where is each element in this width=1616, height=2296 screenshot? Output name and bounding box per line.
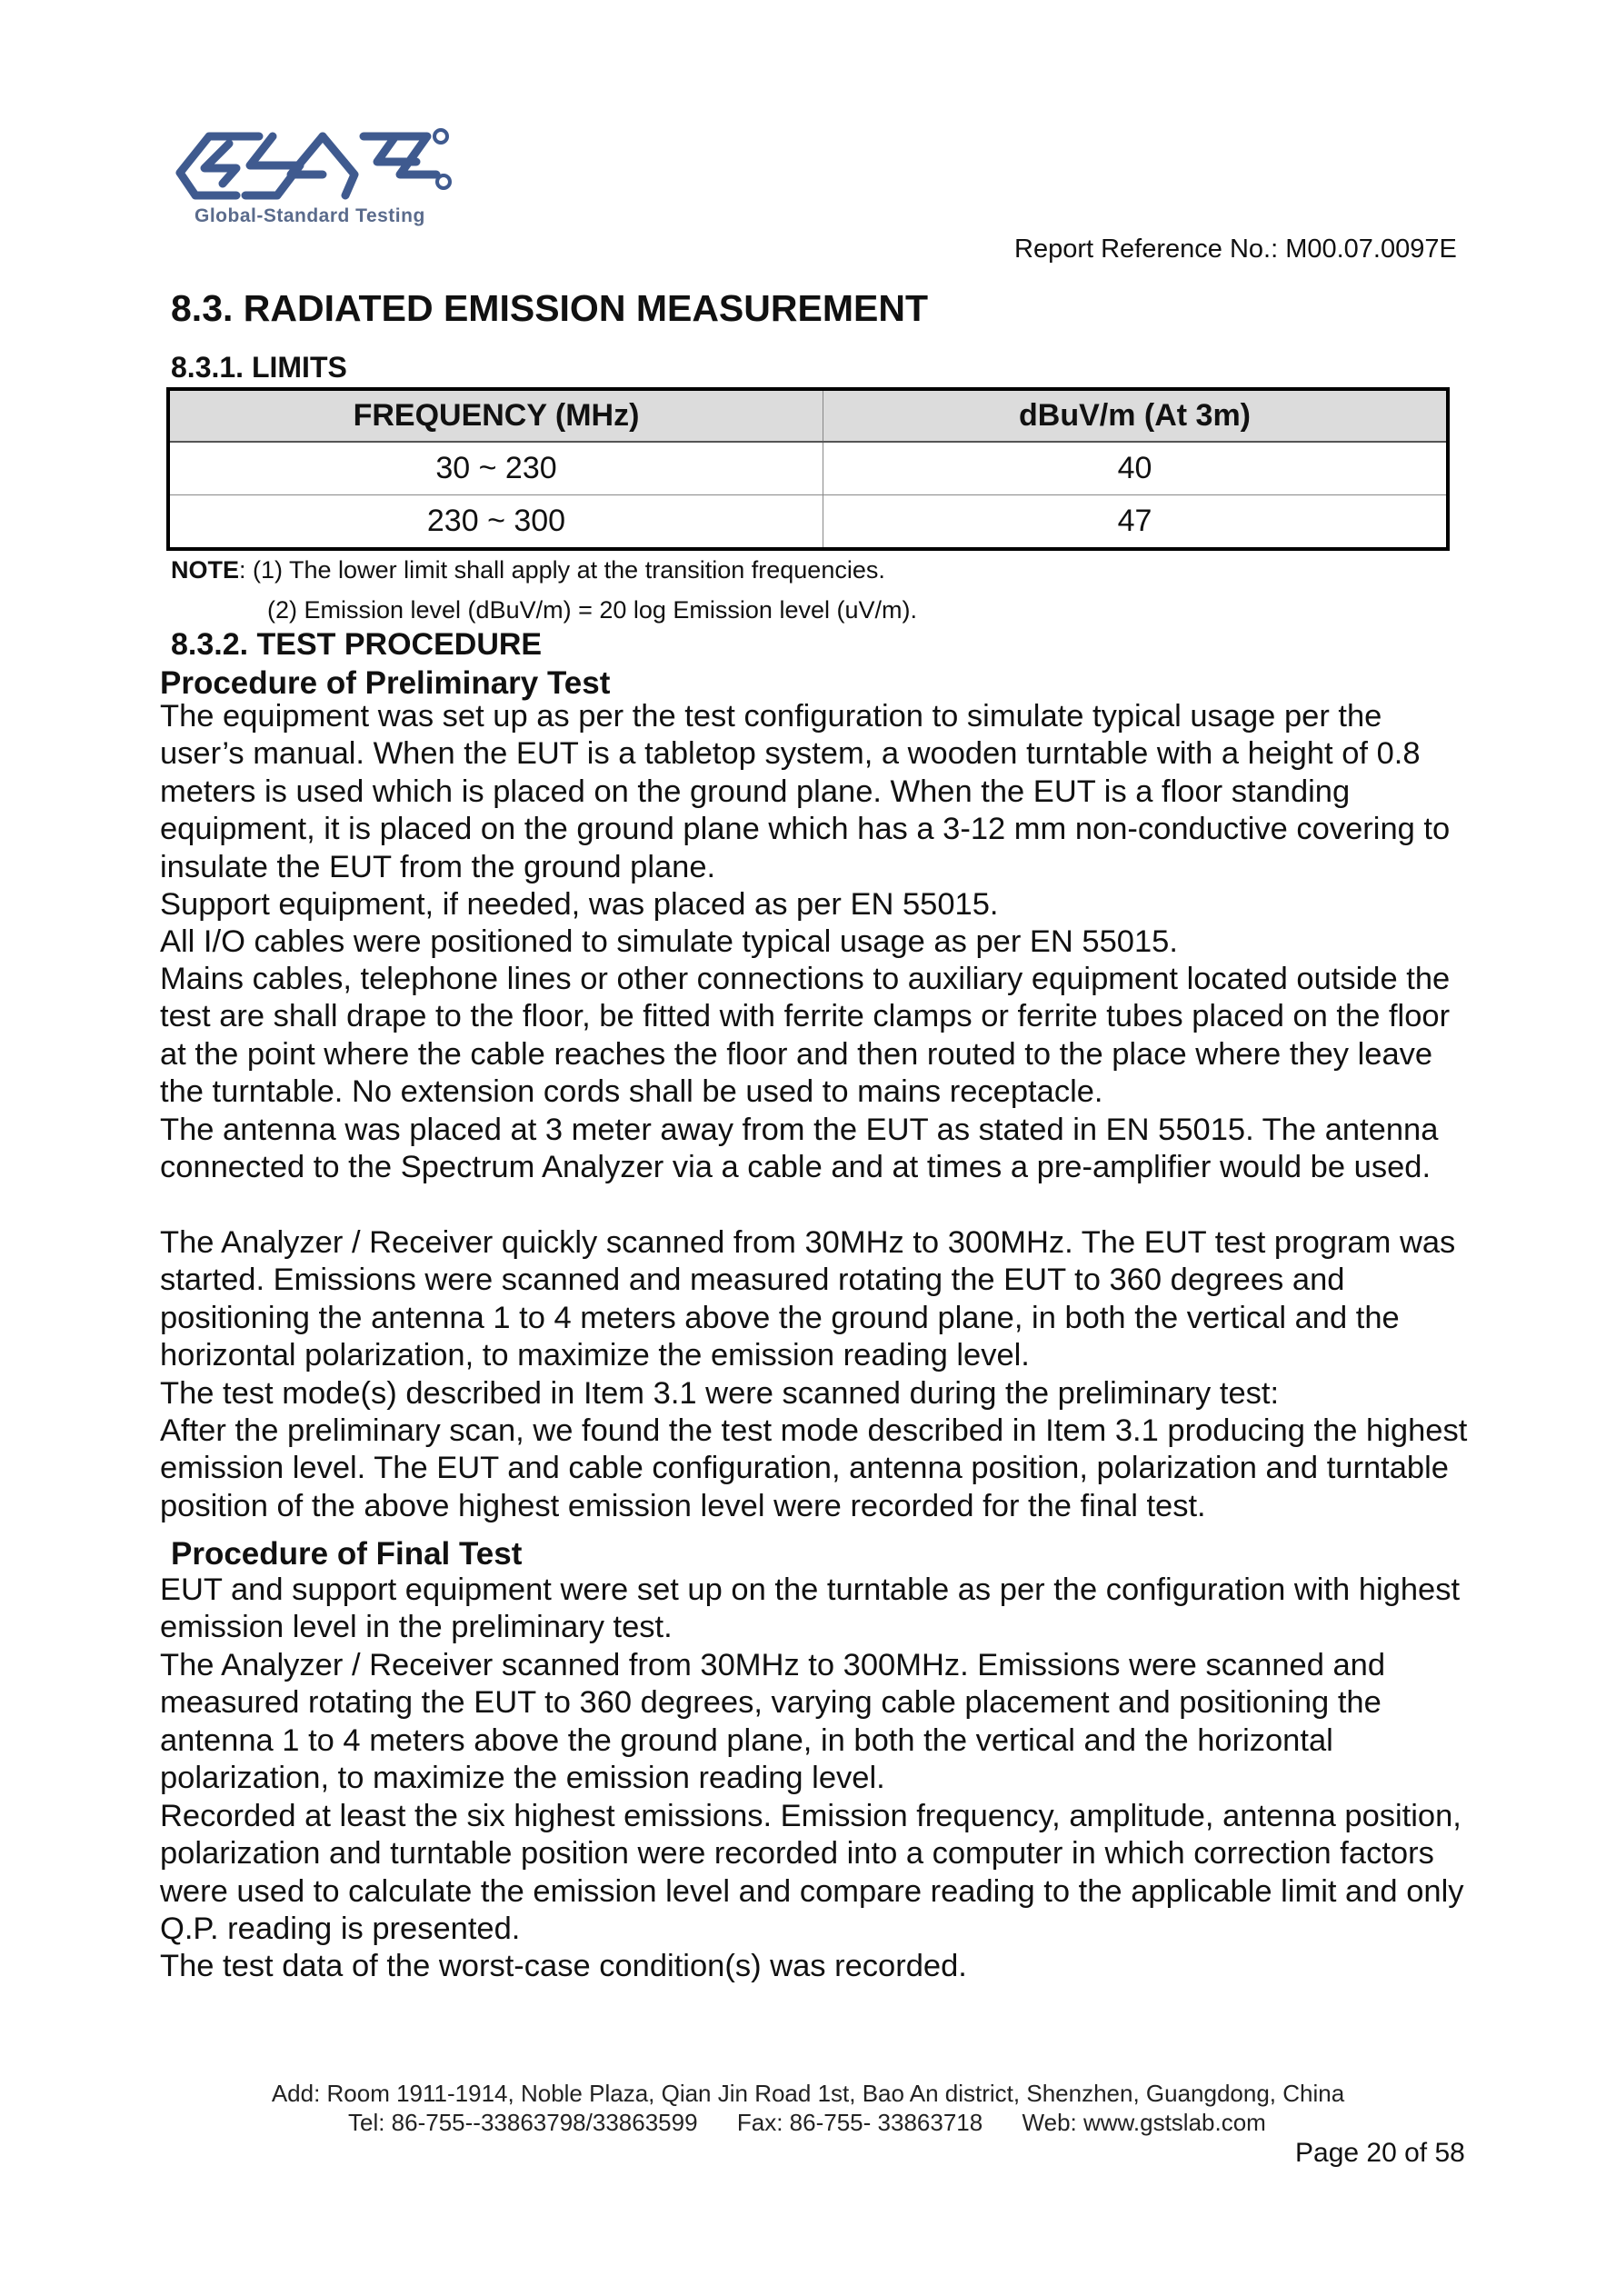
final-test-title: Procedure of Final Test [171,1536,523,1572]
paragraph: The Analyzer / Receiver quickly scanned from 30MHz to 300MHz. The EUT test program was started. Emissions were scanned and measured rotating the EUT to 360 degrees and positioning the antenna 1 to 4 meters above the ground plane, in both the vertical and the horizontal polarization, to maximize the emission reading level. [160,1225,1456,1373]
footer-address: Add: Room 1911-1914, Noble Plaza, Qian Jin Road 1st, Bao An district, Shenzhen, Guangdong, China [271,2080,1345,2107]
paragraph: The antenna was placed at 3 meter away from the EUT as stated in EN 55015. The antenna connected to the Spectrum Analyzer via a cable and at times a pre-amplifier would be used. [160,1113,1439,1185]
paragraph: EUT and support equipment were set up on the turntable as per the configuration with highest emission level in the preliminary test. [160,1572,1461,1645]
paragraph: The equipment was set up as per the test configuration to simulate typical usage per the user’s manual. When the EUT is a tabletop system, a wooden turntable with a height of 0.8 meters is used which is placed on the ground plane. When the EUT is a floor standing equipment, it is placed on the ground plane which has a 3-12 mm non-conductive covering to insulate the EUT from the ground plane. [160,699,1451,884]
paragraph: The Analyzer / Receiver scanned from 30MHz to 300MHz. Emissions were scanned and measured rotating the EUT to 360 degrees, varying cable placement and positioning the antenna 1 to 4 meters above the ground plane, in both the vertical and the horizontal polarization, to maximize the emission reading level. [160,1648,1386,1796]
report-reference: Report Reference No.: M00.07.0097E [1014,235,1457,264]
footer-tel: Tel: 86-755--33863798/33863599 [348,2109,698,2136]
limits-title: 8.3.1. LIMITS [171,351,347,384]
table-row [168,442,1448,495]
note-1 [171,556,885,584]
table-cell: 47 [823,495,1449,550]
logo-text: Global-Standard Testing [195,205,425,226]
footer-web: Web: www.gstslab.com [1022,2109,1266,2136]
paragraph: Support equipment, if needed, was placed as per EN 55015. [160,887,999,922]
limits-table [166,387,1450,551]
preliminary-test-title: Procedure of Preliminary Test [160,665,611,701]
table-cell: 30 ~ 230 [168,442,823,495]
paragraph: All I/O cables were positioned to simulate typical usage as per EN 55015. [160,924,1178,959]
page-number: Page 20 of 58 [1295,2138,1465,2168]
table-cell: 230 ~ 300 [168,495,823,550]
paragraph: After the preliminary scan, we found the test mode described in Item 3.1 producing the highest emission level. The EUT and cable configuration, antenna position, polarization and turntable position of the above highest emission level were recorded for the final test. [160,1413,1468,1523]
paragraph: Recorded at least the six highest emissions. Emission frequency, amplitude, antenna position, polarization and turntable position were recorded into a computer in which correction factors were used to calculate the emission level and compare reading to the applicable limit and only Q.P. reading is presented. [160,1799,1464,1947]
footer-fax: Fax: 86-755- 33863718 [736,2109,983,2136]
paragraph: Mains cables, telephone lines or other connections to auxiliary equipment located outside the test are shall drape to the floor, be fitted with ferrite clamps or ferrite tubes placed on the floor at the point where the cable reaches the floor and then routed to the place where they leave the turntable. No extension cords shall be used to mains receptacle. [160,962,1451,1110]
paragraph: The test data of the worst-case condition(s) was recorded. [160,1949,967,1983]
table-row [168,495,1448,550]
table-header-cell: dBuV/m (At 3m) [823,389,1449,442]
section-title: 8.3. RADIATED EMISSION MEASUREMENT [171,287,928,329]
table-cell: 40 [823,442,1449,495]
note-1-text: : (1) The lower limit shall apply at the transition frequencies. [239,556,885,584]
footer-contact [348,2109,1266,2137]
note-label: NOTE [171,556,240,584]
table-header-cell: FREQUENCY (MHz) [168,389,823,442]
note-2: (2) Emission level (dBuV/m) = 20 log Emission level (uV/m). [267,596,917,624]
table-header-row [168,389,1448,442]
procedure-title: 8.3.2. TEST PROCEDURE [171,627,543,662]
paragraph: The test mode(s) described in Item 3.1 were scanned during the preliminary test: [160,1376,1280,1411]
